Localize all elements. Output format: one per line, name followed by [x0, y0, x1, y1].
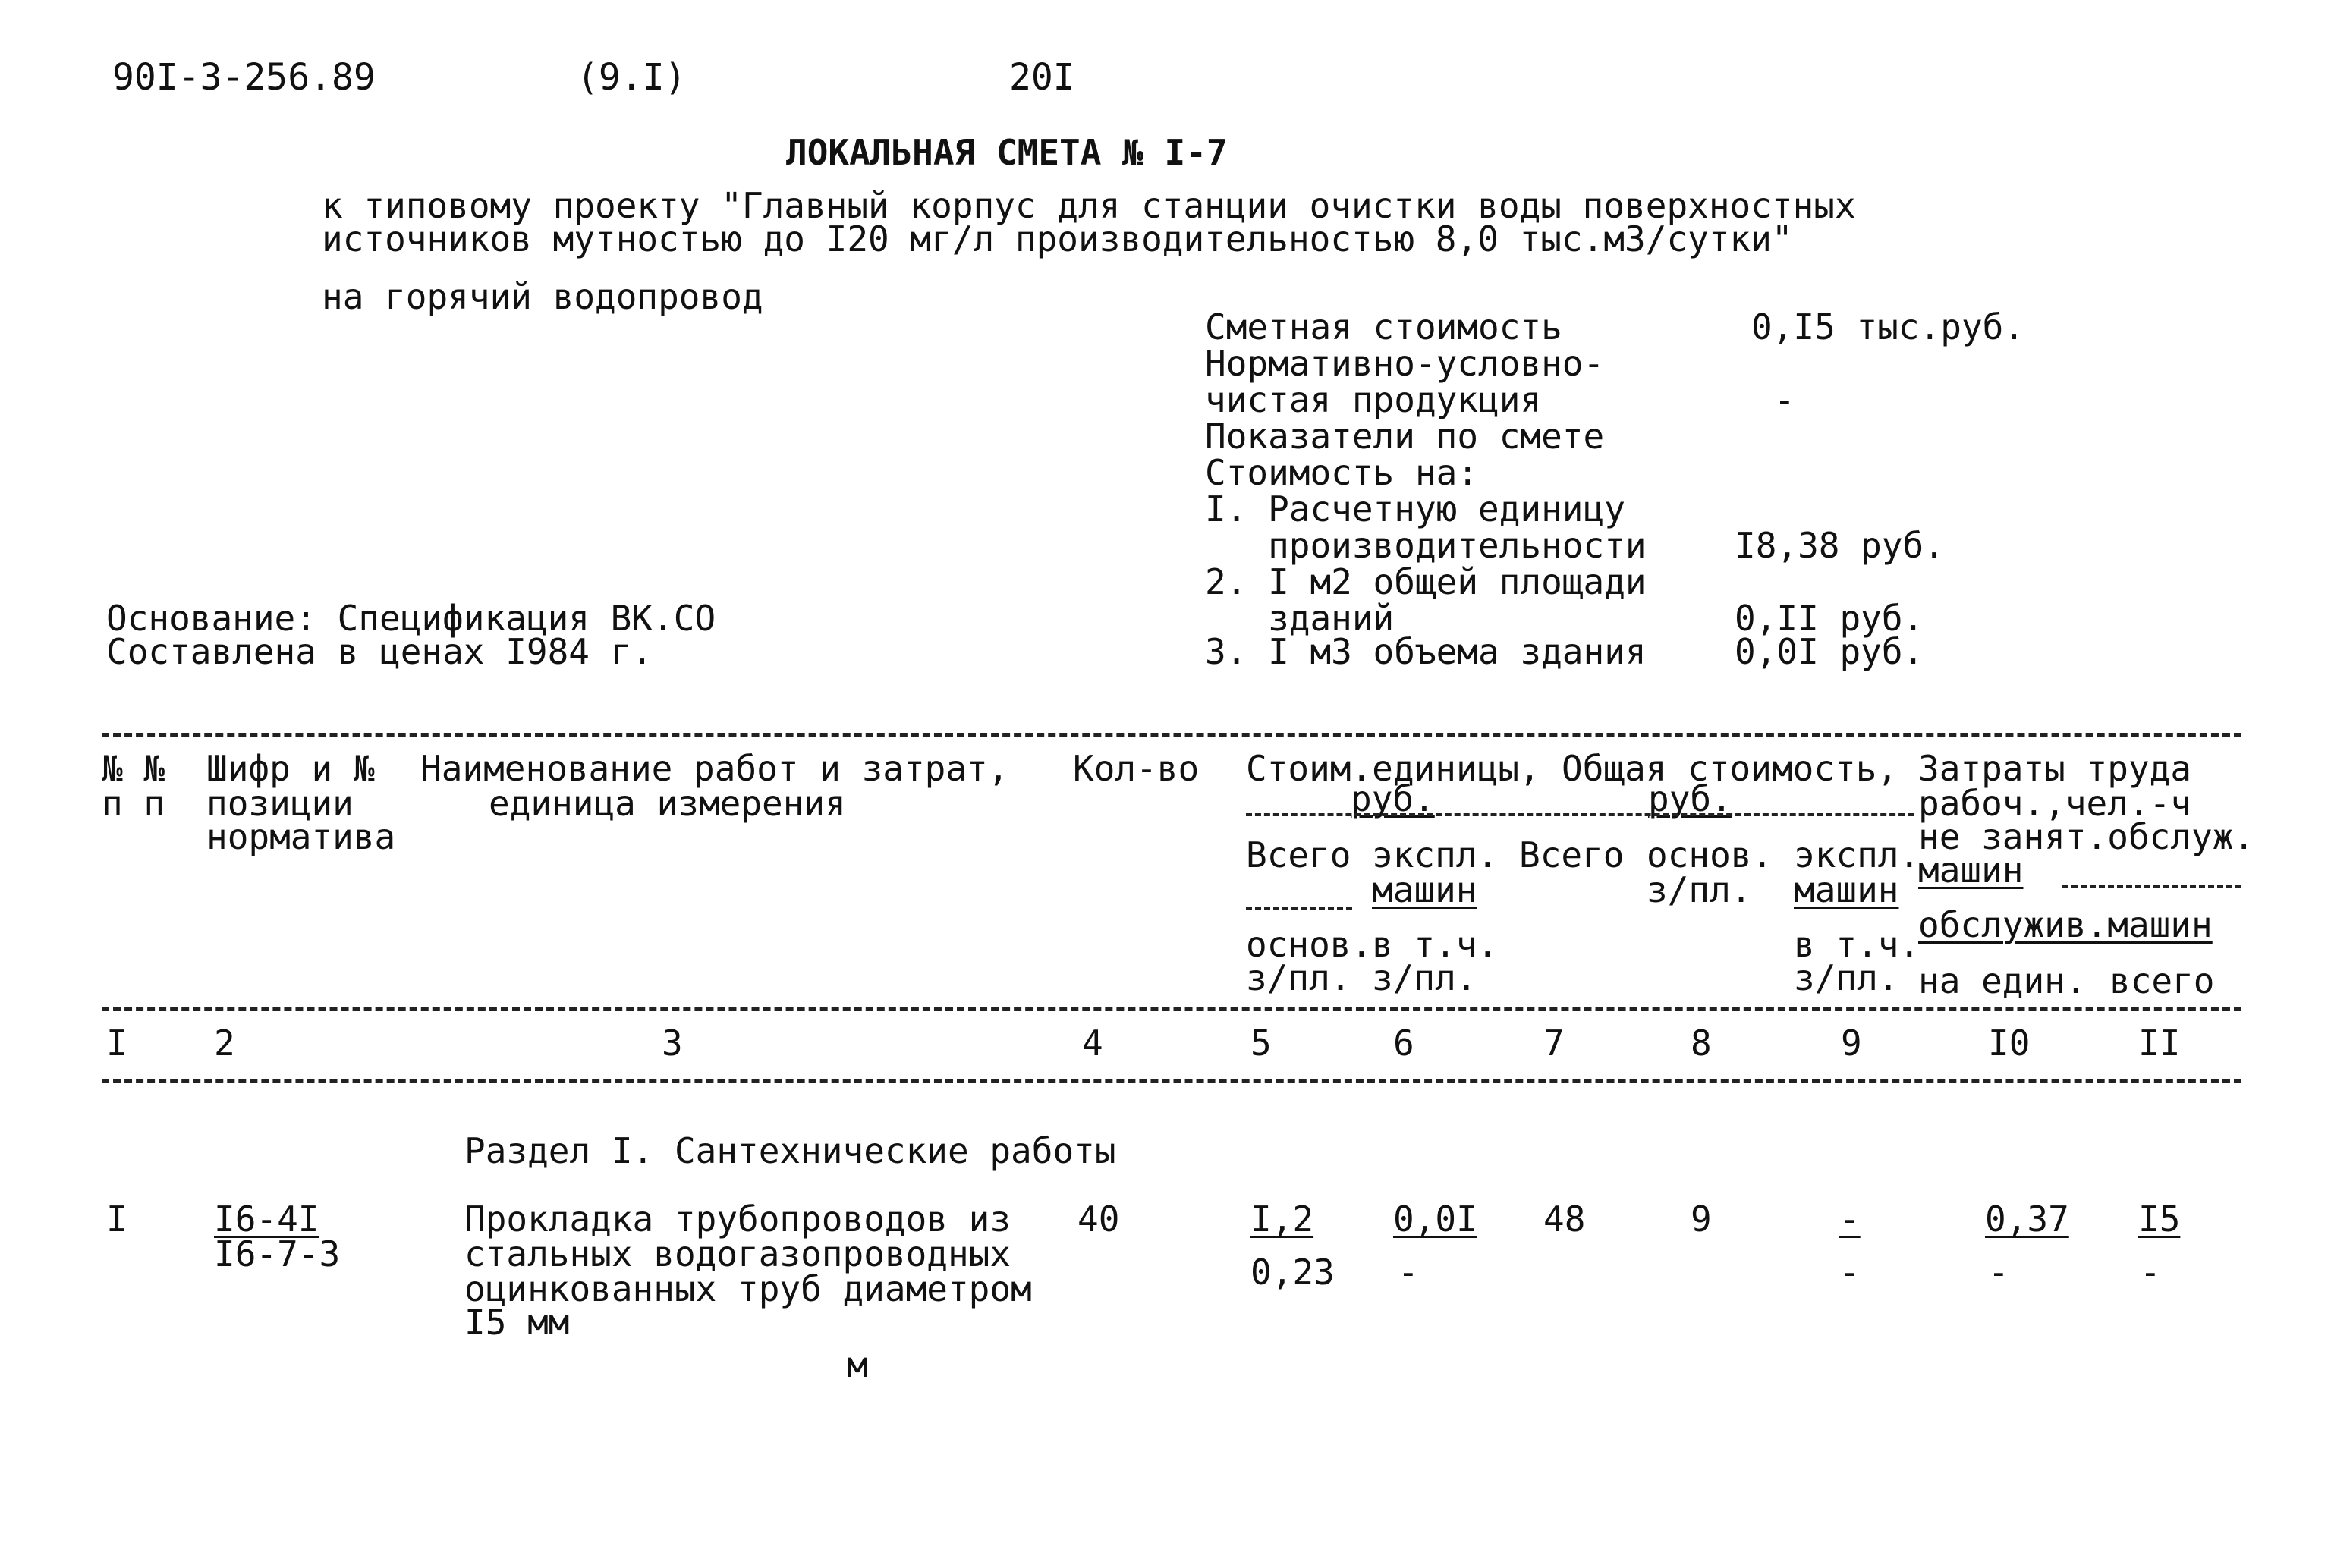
summary-label-normative-1: Нормативно-условно-: [1205, 343, 1605, 384]
row-number: I: [106, 1199, 127, 1240]
basis-prices: Составлена в ценах I984 г.: [106, 631, 653, 672]
column-number-3: 3: [662, 1023, 683, 1064]
row-unit-base-wage: 0,23: [1250, 1252, 1335, 1293]
table-top-rule: [102, 733, 2241, 737]
summary-value-estimated-cost: 0,I5 тыс.руб.: [1751, 306, 2025, 347]
column-number-4: 4: [1082, 1023, 1103, 1064]
header-labor-6: на един.: [1918, 960, 2087, 1001]
header-unit-cost-1: Стоим.единицы,: [1246, 748, 1540, 789]
header-labor-7: всего: [2109, 960, 2215, 1001]
column-numbers-rule: [102, 1079, 2241, 1083]
row-total-base-wage: 9: [1691, 1199, 1712, 1240]
row-labor-unit-machines: -: [1988, 1252, 2009, 1293]
header-rule-cost: [1246, 813, 1914, 816]
row-unit-machines-wage: -: [1398, 1252, 1419, 1293]
header-sub-unit-base-2: з/пл.: [1246, 957, 1351, 998]
subtitle-line-2: источников мутностью до I20 мг/л производительностью 8,0 тыс.м3/сутки": [322, 218, 1793, 259]
row-total-machines: -: [1839, 1199, 1861, 1240]
summary-value-unit: I8,38 руб.: [1735, 525, 1945, 566]
section-ref: (9.I): [577, 56, 687, 99]
section-title: Раздел I. Сантехнические работы: [464, 1130, 1116, 1171]
header-labor-2: рабоч.,чел.-ч: [1918, 783, 2192, 824]
basis-spec: Основание: Спецификация ВК.СО: [106, 598, 716, 639]
header-bottom-rule: [102, 1007, 2241, 1011]
row-name-3: оцинкованных труб диаметром: [464, 1268, 1032, 1309]
summary-value-normative: -: [1774, 379, 1795, 420]
summary-value-area: 0,II руб.: [1735, 598, 1924, 639]
header-sub-base-2: з/пл.: [1647, 869, 1752, 910]
header-sub-unit-base-1: основ.: [1246, 924, 1373, 965]
row-total-machines-wage: -: [1839, 1252, 1861, 1293]
header-sub-total-incl-2: з/пл.: [1794, 957, 1899, 998]
header-sub-unit-expl-2: машин: [1372, 869, 1477, 910]
row-name-1: Прокладка трубопроводов из: [464, 1199, 1011, 1240]
row-total: 48: [1543, 1199, 1586, 1240]
summary-label-cost-per: Стоимость на:: [1205, 452, 1479, 493]
column-number-8: 8: [1691, 1023, 1712, 1064]
header-col-code-2: позиции: [206, 783, 354, 824]
row-code-2: I6-7-3: [214, 1233, 341, 1274]
header-sub-unit-incl-1: в т.ч.: [1372, 924, 1499, 965]
column-number-7: 7: [1543, 1023, 1565, 1064]
document-title: ЛОКАЛЬНАЯ СМЕТА № I-7: [786, 132, 1228, 173]
header-sub-unit-expl-1: экспл.: [1372, 834, 1499, 875]
header-sub-total-incl-1: в т.ч.: [1794, 924, 1920, 965]
row-labor-unit: 0,37: [1985, 1199, 2069, 1240]
header-col-code-3: норматива: [206, 816, 396, 857]
subtitle-line-1: к типовому проекту "Главный корпус для станции очистки воды поверхностных: [322, 185, 1856, 226]
summary-value-volume: 0,0I руб.: [1735, 631, 1924, 672]
column-number-2: 2: [214, 1023, 235, 1064]
column-number-11: II: [2138, 1023, 2181, 1064]
header-labor-1: Затраты труда: [1918, 748, 2192, 789]
object-name: на горячий водопровод: [322, 276, 763, 317]
document-code: 90I-3-256.89: [112, 56, 376, 99]
summary-label-area-2: зданий: [1205, 598, 1395, 639]
summary-label-indicators: Показатели по смете: [1205, 416, 1605, 457]
column-number-9: 9: [1841, 1023, 1862, 1064]
header-col-name-1: Наименование работ и затрат,: [420, 748, 1009, 789]
row-unit-total: I,2: [1250, 1199, 1314, 1240]
header-col-no-1: № №: [102, 748, 165, 789]
header-sub-unit-total: Всего: [1246, 834, 1351, 875]
row-unit: м: [847, 1344, 868, 1385]
header-labor-5: обслужив.машин: [1918, 904, 2213, 945]
row-labor-total-machines: -: [2140, 1252, 2161, 1293]
header-labor-3: не занят.обслуж.: [1918, 816, 2255, 857]
summary-label-estimated-cost: Сметная стоимость: [1205, 306, 1562, 347]
summary-label-unit-1: I. Расчетную единицу: [1205, 489, 1625, 529]
summary-label-normative-2: чистая продукция: [1205, 379, 1542, 420]
column-number-1: I: [106, 1023, 127, 1064]
row-code-1: I6-4I: [214, 1199, 319, 1240]
row-quantity: 40: [1077, 1199, 1120, 1240]
row-name-2: стальных водогазопроводных: [464, 1233, 1011, 1274]
column-number-6: 6: [1393, 1023, 1414, 1064]
header-sub-total-expl-2: машин: [1794, 869, 1899, 910]
header-col-qty: Кол-во: [1073, 748, 1200, 789]
header-labor-4: машин: [1918, 850, 2024, 891]
page-number: 20I: [1009, 56, 1075, 99]
header-col-no-2: п п: [102, 783, 165, 824]
header-col-name-2: единица измерения: [489, 783, 846, 824]
summary-label-area-1: 2. I м2 общей площади: [1205, 561, 1647, 602]
header-sub-unit-incl-2: з/пл.: [1372, 957, 1477, 998]
column-number-5: 5: [1250, 1023, 1272, 1064]
summary-label-unit-2: производительности: [1205, 525, 1647, 566]
header-sub-total-expl-1: экспл.: [1794, 834, 1920, 875]
header-rule-unit-total: [1246, 907, 1352, 910]
header-unit-cost-2: руб.: [1351, 778, 1435, 819]
row-unit-machines: 0,0I: [1393, 1199, 1477, 1240]
header-col-code-1: Шифр и №: [206, 748, 375, 789]
row-name-4: I5 мм: [464, 1302, 570, 1343]
summary-label-volume: 3. I м3 объема здания: [1205, 631, 1647, 672]
header-sub-base-1: основ.: [1647, 834, 1773, 875]
header-total-cost-2: руб.: [1648, 778, 1732, 819]
column-number-10: I0: [1988, 1023, 2031, 1064]
row-labor-total: I5: [2138, 1199, 2181, 1240]
header-sub-total-all: Всего: [1519, 834, 1625, 875]
header-total-cost-1: Общая стоимость,: [1562, 748, 1898, 789]
header-rule-labor: [2062, 885, 2241, 888]
